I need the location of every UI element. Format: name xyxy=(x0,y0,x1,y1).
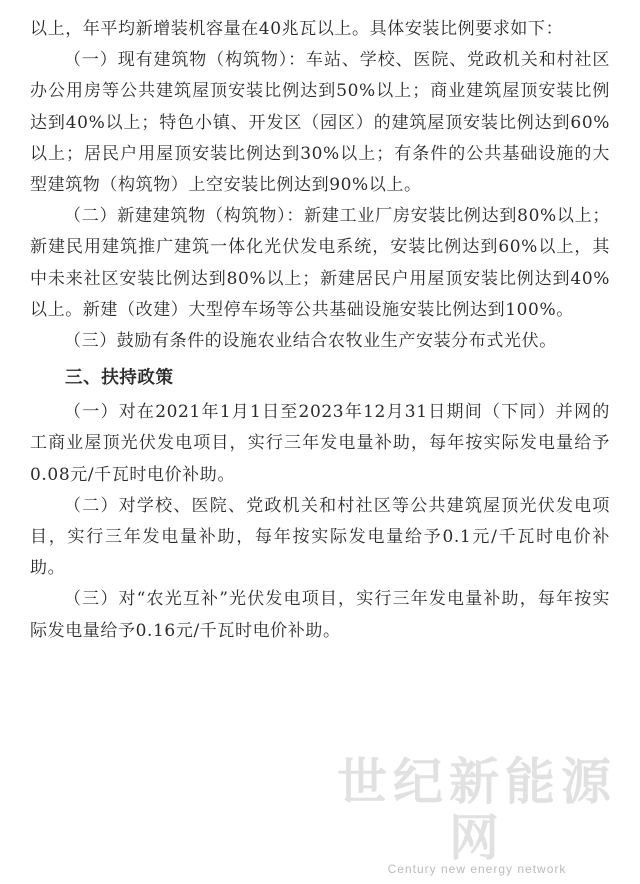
paragraph-agriculture: （三）鼓励有条件的设施农业结合农牧业生产安装分布式光伏。 xyxy=(64,331,557,352)
watermark-english: Century new energy network xyxy=(387,862,567,876)
watermark-chinese: 世纪新能源网 xyxy=(337,753,617,867)
paragraph-new-buildings: （二）新建建筑物（构筑物）：新建工业厂房安装比例达到80%以上；新建民用建筑推广建筑一体化光伏发电系统，安装比例达到60%以上，其中未来社区安装比例达到80%以上；新建居民户用屋顶安装比例达到40%以上。新建（改建）大型停车场等公共基础设施安装比例达到100%。 xyxy=(30,206,610,320)
watermark xyxy=(332,754,622,876)
paragraph-policy-public-buildings: （二）对学校、医院、党政机关和村社区等公共建筑屋顶光伏发电项目，实行三年发电量补助，每年按实际发电量给予0.1元/千瓦时电价补助。 xyxy=(30,495,610,579)
paragraph-existing-buildings: （一）现有建筑物（构筑物）：车站、学校、医院、党政机关和村社区办公用房等公共建筑屋顶安装比例达到50%以上；商业建筑屋顶安装比例达到40%以上；特色小镇、开发区（园区）的建筑屋顶安装比例达到60%以上；居民户用屋顶安装比例达到30%以上；有条件的公共基础设施的大型建筑物（构筑物）上空安装比例达到90%以上。 xyxy=(30,50,610,196)
document-body xyxy=(30,14,610,647)
paragraph-install-requirements-intro: 以上，年平均新增装机容量在40兆瓦以上。具体安装比例要求如下： xyxy=(30,19,564,39)
paragraph-policy-commercial-rooftop: （一）对在2021年1月1日至2023年12月31日期间（下同）并网的工商业屋顶光伏发电项目，实行三年发电量补助，每年按实际发电量给予0.08元/千瓦时电价补助。 xyxy=(30,402,610,485)
paragraph-policy-agri-pv: （三）对“农光互补”光伏发电项目，实行三年发电量补助，每年按实际发电量给予0.16元/千瓦时电价补助。 xyxy=(30,589,610,641)
section-heading-support-policy: 三、扶持政策 xyxy=(65,368,174,389)
